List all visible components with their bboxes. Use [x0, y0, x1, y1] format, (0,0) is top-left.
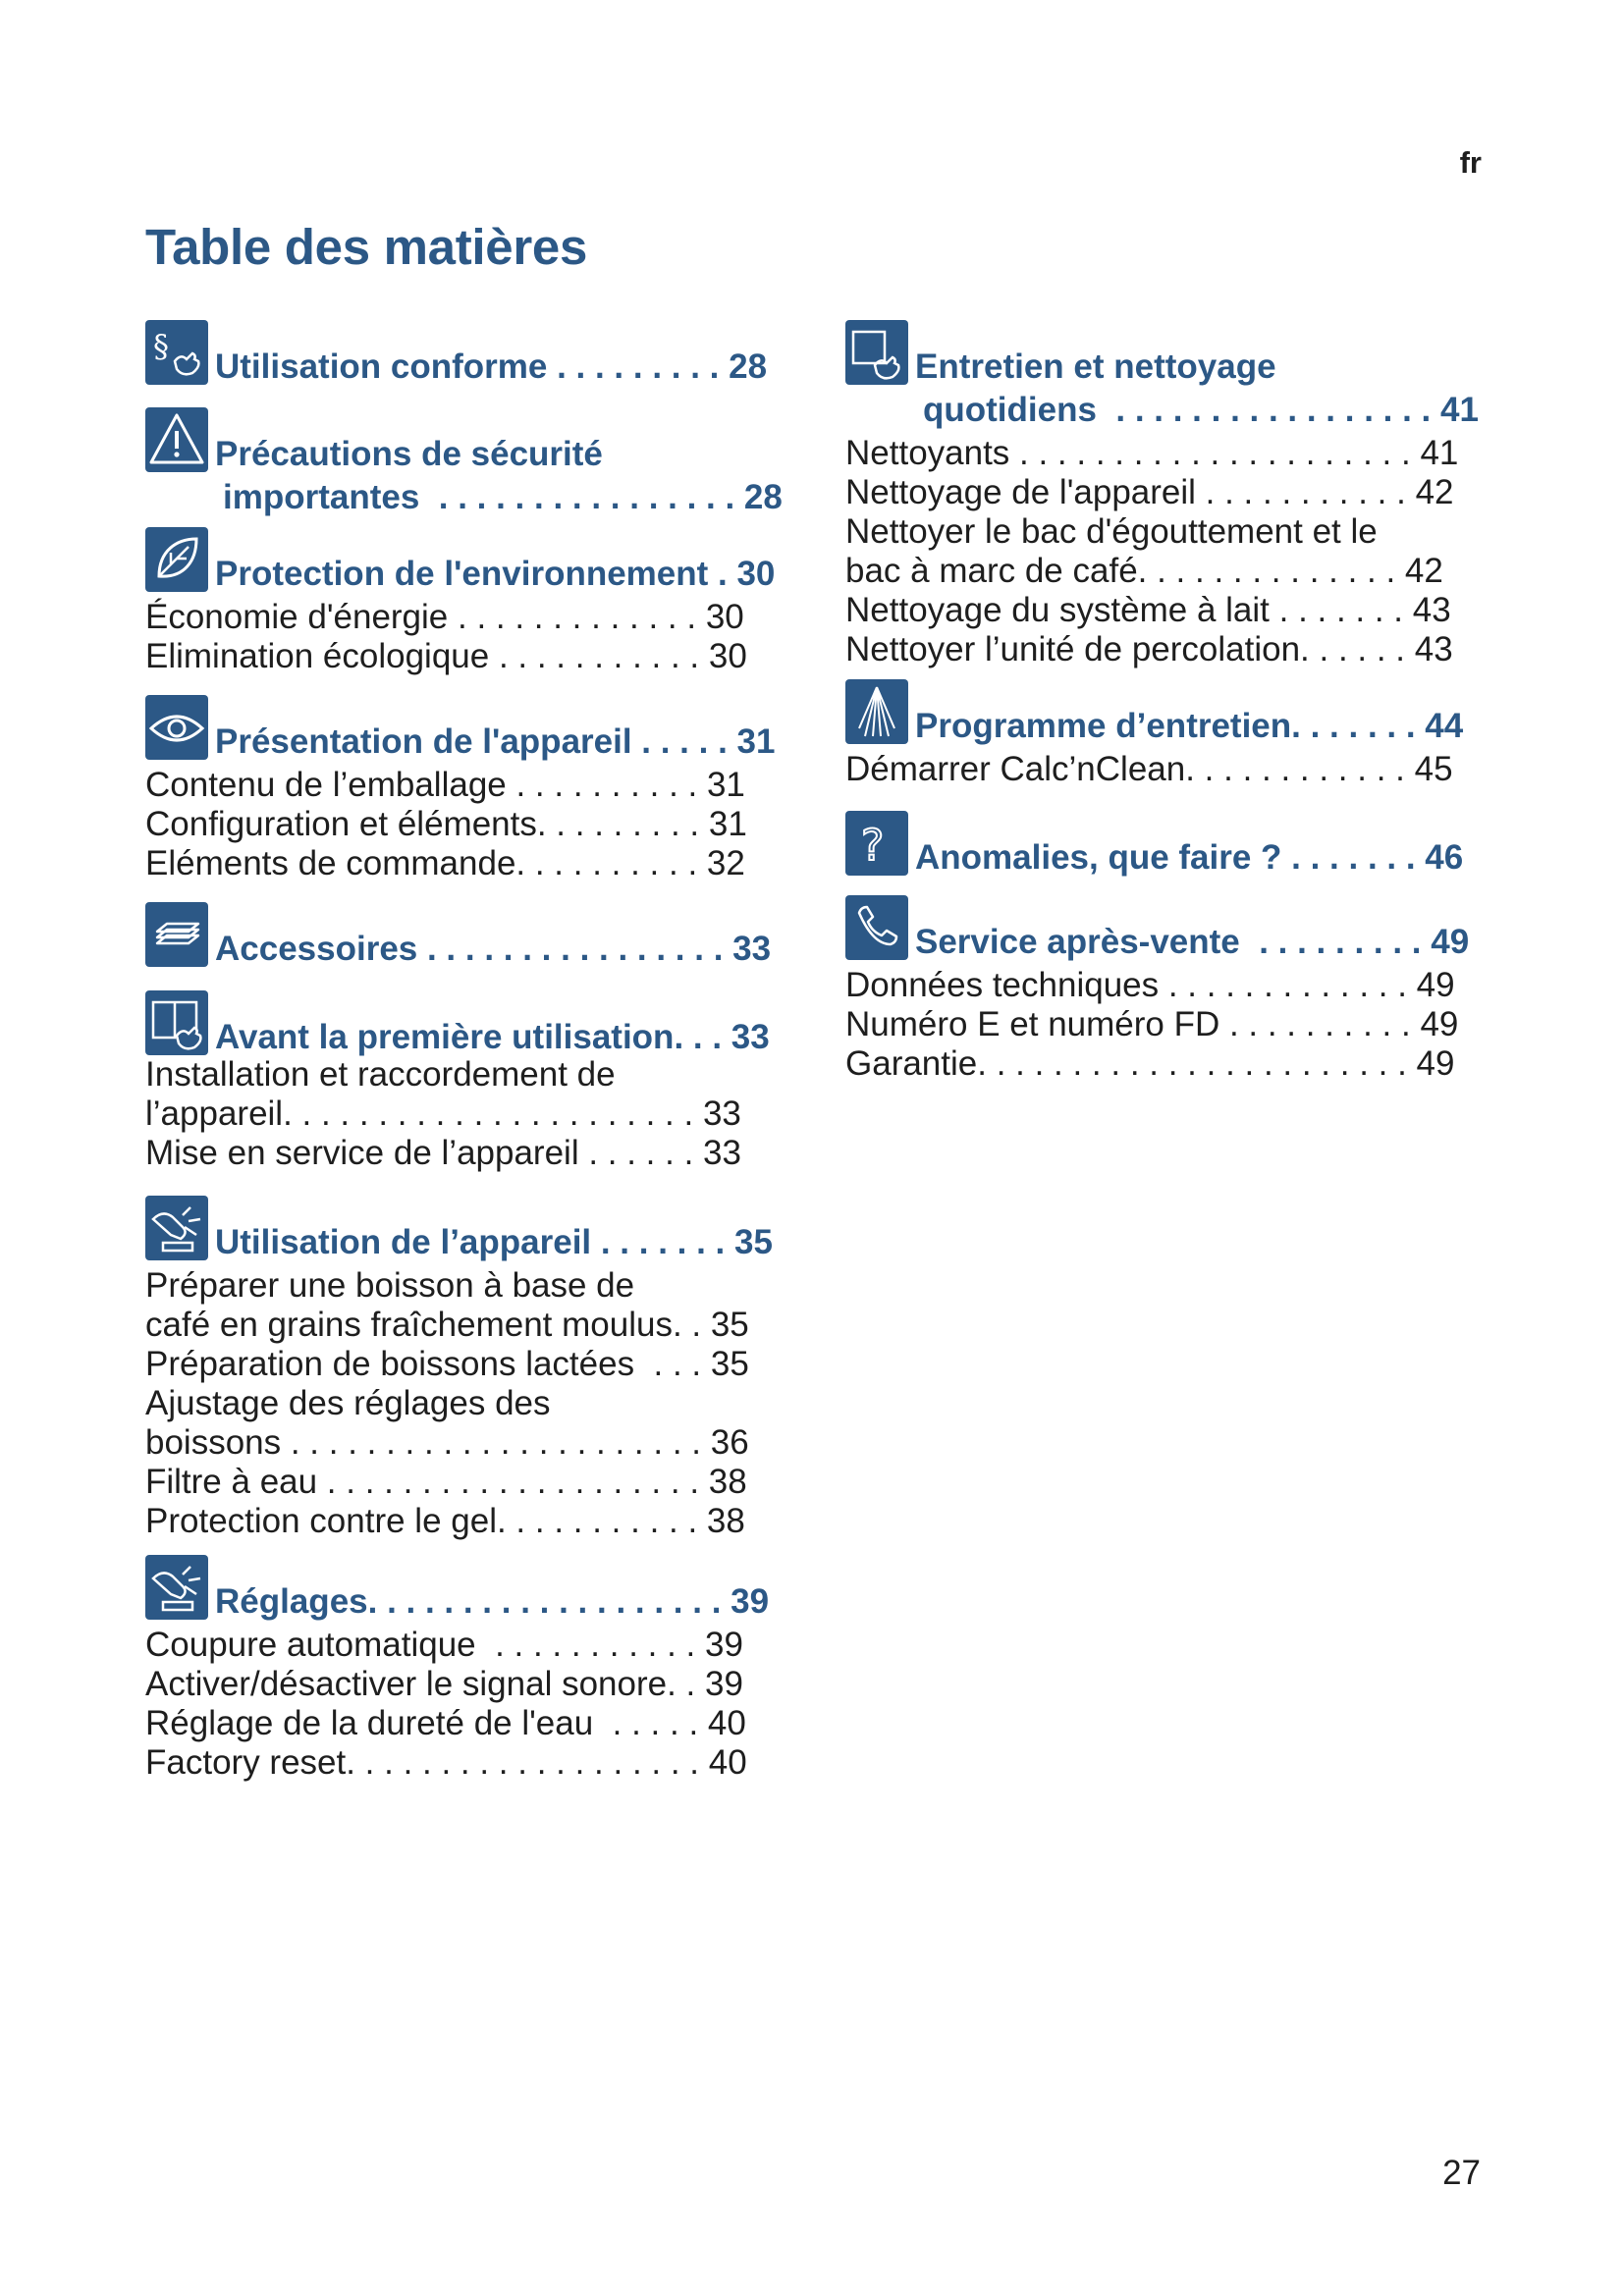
paragraph-hand-icon [145, 320, 208, 385]
warning-triangle-icon [145, 407, 208, 472]
leaf-icon [145, 527, 208, 592]
toc-entry[interactable]: Démarrer Calc’nClean. . . . . . . . . . . . 45 [845, 750, 1453, 788]
toc-entry[interactable]: Protection contre le gel. . . . . . . . . . . 38 [145, 1502, 745, 1540]
toc-entry[interactable]: Numéro E et numéro FD . . . . . . . . . . 49 [845, 1005, 1459, 1043]
page-number: 27 [1442, 2154, 1481, 2192]
toc-section-title: Avant la première utilisation. . . 33 [215, 1018, 770, 1056]
toc-section[interactable] [145, 320, 784, 389]
telephone-icon [845, 895, 908, 960]
toc-entry[interactable]: café en grains fraîchement moulus. . 35 [145, 1306, 749, 1344]
toc-entry[interactable]: Coupure automatique . . . . . . . . . . . 39 [145, 1626, 743, 1664]
accessories-stack-icon [145, 902, 208, 967]
svg-text:§: § [153, 328, 169, 365]
page-title: Table des matières [145, 219, 588, 275]
toc-section-title: Réglages. . . . . . . . . . . . . . . . . . . 39 [215, 1582, 770, 1621]
toc-section[interactable] [845, 895, 1484, 1084]
toc-section[interactable] [145, 1555, 784, 1783]
toc-section[interactable] [845, 679, 1484, 789]
toc-section[interactable] [145, 902, 784, 971]
toc-entry[interactable]: Préparation de boissons lactées . . . 35 [145, 1345, 749, 1383]
toc-section[interactable] [145, 695, 784, 883]
toc-section[interactable] [845, 320, 1484, 669]
toc-entry[interactable]: Nettoyants . . . . . . . . . . . . . . . . . . . . . 41 [845, 434, 1459, 472]
toc-entry[interactable]: Elimination écologique . . . . . . . . . . . 30 [145, 637, 747, 675]
toc-section-title: Anomalies, que faire ? . . . . . . . 46 [915, 838, 1464, 877]
question-mark-icon [845, 811, 908, 876]
toc-section[interactable] [145, 1196, 784, 1541]
toc-entry[interactable]: Installation et raccordement de [145, 1055, 616, 1094]
cleaning-hand-icon [845, 320, 908, 385]
descaling-lines-icon [845, 679, 908, 744]
toc-section-title: Présentation de l'appareil . . . . . 31 [215, 722, 776, 761]
toc-section-title: Service après-vente . . . . . . . . . 49 [915, 923, 1470, 961]
toc-entry[interactable]: Réglage de la dureté de l'eau . . . . . 40 [145, 1704, 746, 1742]
toc-entry[interactable]: Garantie. . . . . . . . . . . . . . . . . . . . . . . 49 [845, 1044, 1455, 1083]
toc-entry[interactable]: Activer/désactiver le signal sonore. . 39 [145, 1665, 743, 1703]
toc-entry[interactable]: Données techniques . . . . . . . . . . . . . 49 [845, 966, 1455, 1004]
toc-section[interactable] [145, 527, 784, 676]
svg-text:?: ? [861, 821, 885, 871]
toc-entry[interactable]: Mise en service de l’appareil . . . . . . 33 [145, 1134, 741, 1172]
toc-entry[interactable]: bac à marc de café. . . . . . . . . . . . . . 42 [845, 552, 1443, 590]
toc-entry[interactable]: Eléments de commande. . . . . . . . . . 32 [145, 844, 745, 882]
toc-entry[interactable]: Nettoyer le bac d'égouttement et le [845, 512, 1378, 551]
toc-section-title: Précautions de sécurité importantes . . . . . . . . . . . . . . . . 28 [215, 435, 783, 516]
toc-entry[interactable]: Ajustage des réglages des [145, 1384, 551, 1422]
toc-section[interactable] [145, 990, 784, 1173]
toc-section-title: Entretien et nettoyage quotidiens . . . . . . . . . . . . . . . . . 41 [915, 347, 1479, 429]
toc-entry[interactable]: Factory reset. . . . . . . . . . . . . . . . . . . 40 [145, 1743, 747, 1782]
book-hand-icon [145, 990, 208, 1055]
toc-entry[interactable]: boissons . . . . . . . . . . . . . . . . . . . . . . 36 [145, 1423, 749, 1462]
toc-entry[interactable]: Nettoyage de l'appareil . . . . . . . . . . . 42 [845, 473, 1454, 511]
hand-press-icon [145, 1196, 208, 1260]
toc-entry[interactable]: Filtre à eau . . . . . . . . . . . . . . . . . . . . 38 [145, 1463, 747, 1501]
toc-entry[interactable]: Nettoyage du système à lait . . . . . . . 43 [845, 591, 1451, 629]
toc-section[interactable] [845, 811, 1484, 880]
toc-section-title: Programme d’entretien. . . . . . . 44 [915, 707, 1464, 745]
eye-icon [145, 695, 208, 760]
toc-section-title: Utilisation de l’appareil . . . . . . . 35 [215, 1223, 773, 1261]
toc-entry[interactable]: Préparer une boisson à base de [145, 1266, 635, 1305]
toc-section-title: Protection de l'environnement . 30 [215, 555, 776, 593]
language-code: fr [1459, 145, 1482, 180]
toc-section[interactable] [145, 407, 784, 519]
toc-section-title: Accessoires . . . . . . . . . . . . . . . . 33 [215, 930, 772, 968]
toc-entry[interactable]: Économie d'énergie . . . . . . . . . . . . . 30 [145, 598, 744, 636]
toc-entry[interactable]: Configuration et éléments. . . . . . . . . 31 [145, 805, 747, 843]
toc-section-title: Utilisation conforme . . . . . . . . . 28 [215, 347, 768, 386]
toc-entry[interactable]: Nettoyer l’unité de percolation. . . . . . 43 [845, 630, 1453, 668]
toc-entry[interactable]: l’appareil. . . . . . . . . . . . . . . . . . . . . . 33 [145, 1095, 741, 1133]
settings-hand-icon [145, 1555, 208, 1620]
toc-entry[interactable]: Contenu de l’emballage . . . . . . . . . . 31 [145, 766, 745, 804]
